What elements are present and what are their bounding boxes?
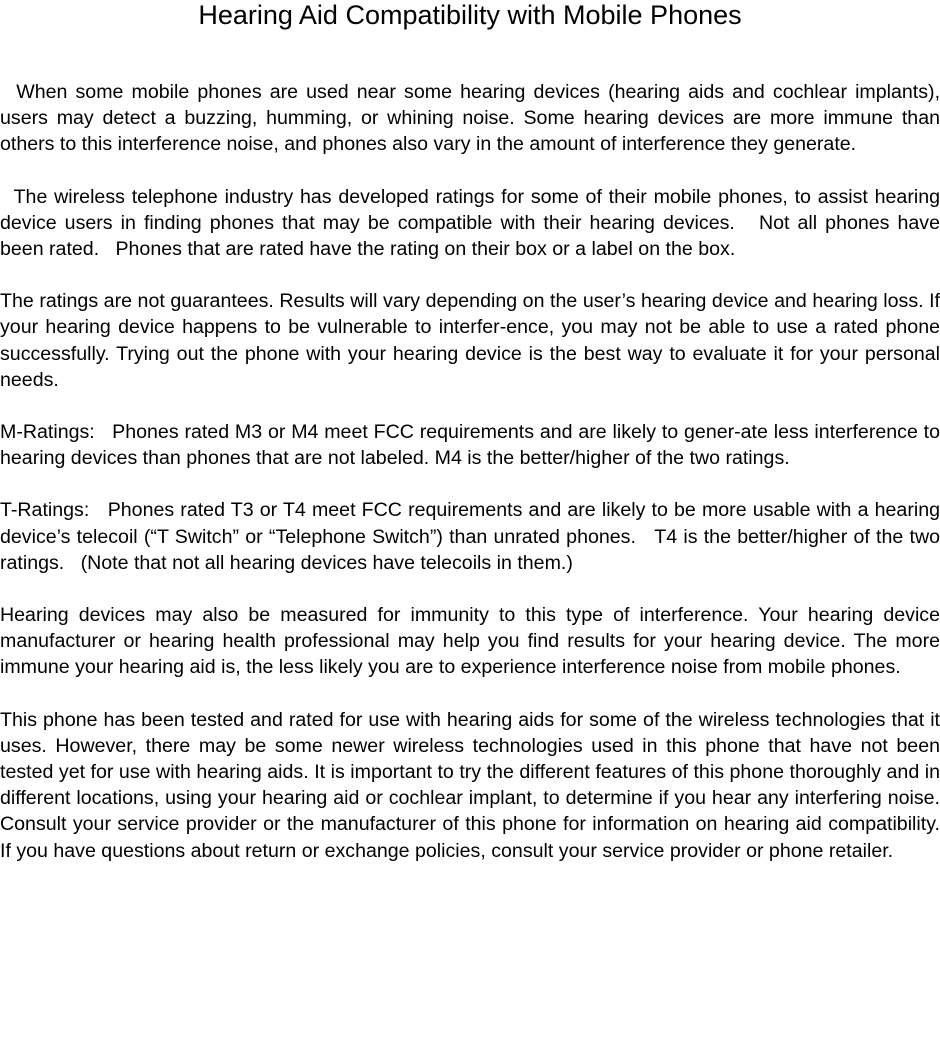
paragraph-immunity: Hearing devices may also be measured for immunity to this type of interference. Your hearing device manufacturer or hearing health professional may help you find results for your hearing device. The more immune your hearing aid is, the less likely you are to experience interference noise from mobile phones. xyxy=(0,604,940,679)
paragraph-m-ratings: M-Ratings: Phones rated M3 or M4 meet FCC requirements and are likely to gener-ate less interference to hearing devices than phones that are not labeled. M4 is the better/higher of the two ratings. xyxy=(0,421,940,470)
paragraph-t-ratings: T-Ratings: Phones rated T3 or T4 meet FCC requirements and are likely to be more usable with a hearing device’s telecoil (“T Switch” or “Telephone Switch”) than unrated phones. T4 is the better/higher of the two ratings. (Note that not all hearing devices have telecoils in them.) xyxy=(0,499,940,574)
document-body xyxy=(0,79,940,864)
page-title: Hearing Aid Compatibility with Mobile Phones xyxy=(198,0,742,30)
paragraph-intro: When some mobile phones are used near some hearing devices (hearing aids and cochlear implants), users may detect a buzzing, humming, or whining noise. Some hearing devices are more immune than others to this interference noise, and phones also vary in the amount of interference they generate. xyxy=(0,81,940,156)
paragraph-tested-phone: This phone has been tested and rated for use with hearing aids for some of the wireless technologies that it uses. However, there may be some newer wireless technologies used in this phone that have not been tested yet for use with hearing aids. It is important to try the different features of this phone thoroughly and in different locations, using your hearing aid or cochlear implant, to determine if you hear any interfering noise. Consult your service provider or the manufacturer of this phone for information on hearing aid compatibility. If you have questions about return or exchange policies, consult your service provider or phone retailer. xyxy=(0,708,940,862)
paragraph-not-guarantees: The ratings are not guarantees. Results will vary depending on the user’s hearing device and hearing loss. If your hearing device happens to be vulnerable to interfer-ence, you may not be able to use a rated phone successfully. Trying out the phone with your hearing device is the best way to evaluate it for your personal needs. xyxy=(0,290,940,391)
paragraph-industry-ratings: The wireless telephone industry has developed ratings for some of their mobile phones, to assist hearing device users in finding phones that may be compatible with their hearing devices. Not all phones have been rated. Phones that are rated have the rating on their box or a label on the box. xyxy=(0,185,940,261)
